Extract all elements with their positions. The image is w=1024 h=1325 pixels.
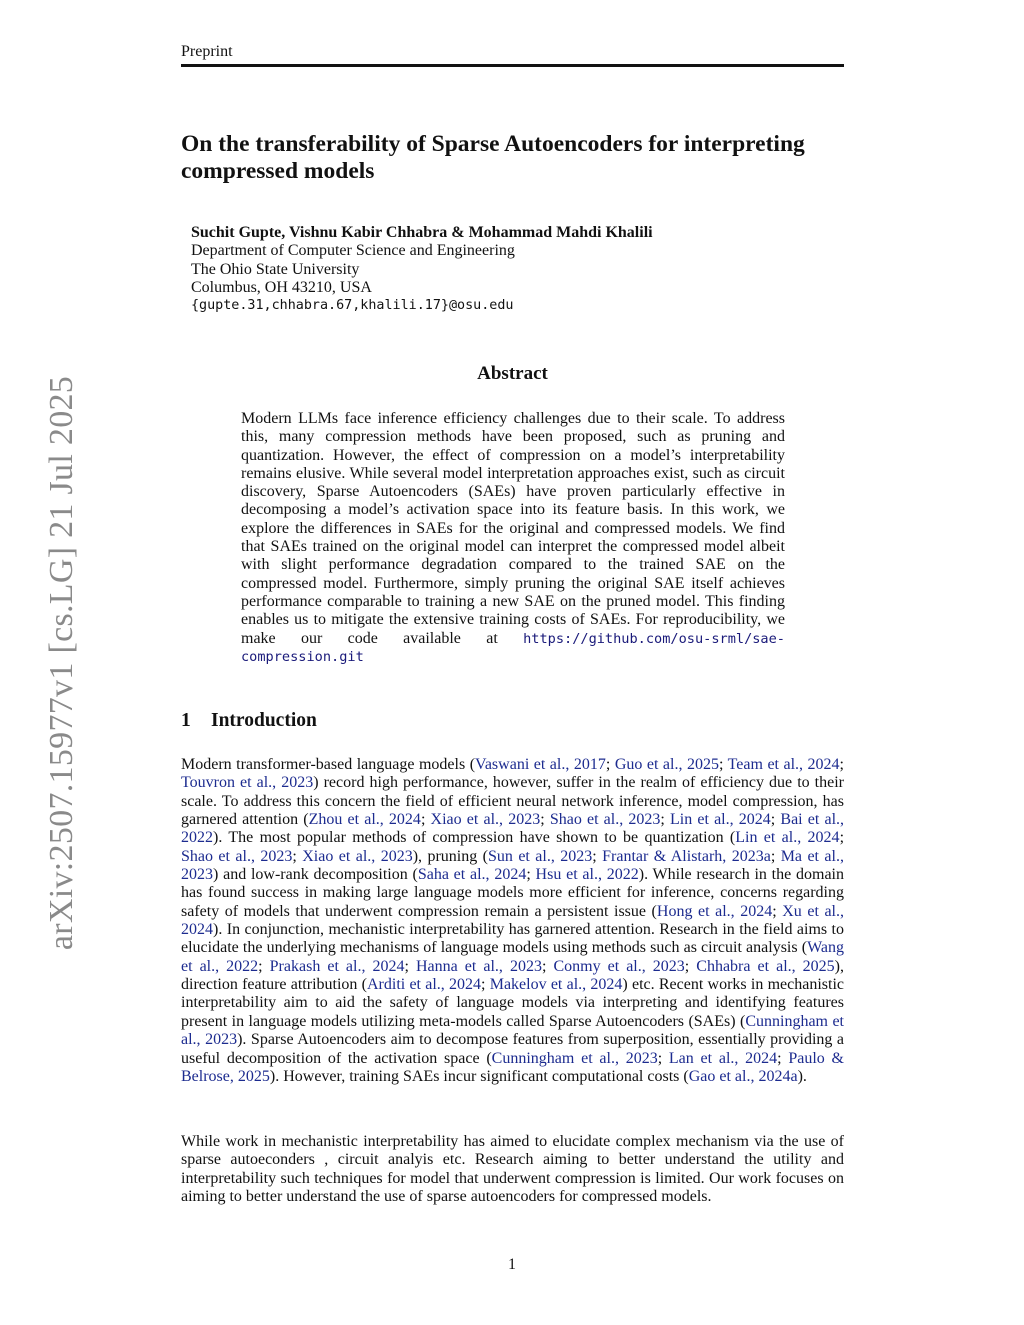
citation-link[interactable]: Wang et al., 2022 bbox=[181, 939, 844, 975]
citation-link[interactable]: Lin et al., 2024 bbox=[735, 829, 840, 847]
paragraph-text: ; bbox=[481, 976, 490, 994]
citation-link[interactable]: Shao et al., 2023 bbox=[181, 847, 293, 865]
header-rule bbox=[181, 64, 844, 67]
paragraph-text: ; bbox=[770, 811, 781, 829]
paragraph-text: ; bbox=[292, 847, 303, 865]
citation-link[interactable]: Lan et al., 2024 bbox=[668, 1049, 778, 1067]
paragraph-text: ) and low-rank decomposition ( bbox=[213, 866, 418, 884]
paragraph-text: ). However, training SAEs incur significant computational costs ( bbox=[269, 1067, 689, 1085]
citation-link[interactable]: Sun et al., 2023 bbox=[488, 847, 593, 865]
paragraph-text: ; bbox=[540, 811, 550, 829]
citation-link[interactable]: Chhabra et al., 2025 bbox=[696, 957, 835, 975]
paragraph-text: ; bbox=[420, 811, 431, 829]
paragraph-text: ; bbox=[770, 847, 781, 865]
paragraph-text: ), pruning ( bbox=[412, 847, 488, 865]
citation-link[interactable]: Bai et al., 2022 bbox=[181, 811, 845, 847]
abstract-heading: Abstract bbox=[477, 363, 548, 384]
citation-link[interactable]: Touvron et al., 2023 bbox=[181, 774, 314, 792]
citation-link[interactable]: Cunningham et al., 2023 bbox=[181, 1012, 844, 1049]
citation-link[interactable]: Arditi et al., 2024 bbox=[366, 976, 482, 994]
paper-title: On the transferability of Sparse Autoencoders for interpreting compressed models bbox=[181, 131, 805, 184]
paragraph-text: ) etc. Recent works in mechanistic interpretability aim to aid the safety of language models via interpreting and identifying features present in language models utilizing meta-models called Sparse Autoencoders (SAEs) ( bbox=[181, 976, 844, 1030]
running-header: Preprint bbox=[181, 43, 233, 60]
citation-link[interactable]: Hong et al., 2024 bbox=[656, 902, 773, 920]
paragraph-text: ; bbox=[258, 957, 270, 975]
citation-link[interactable]: Vaswani et al., 2017 bbox=[475, 756, 606, 773]
paragraph-text: ; bbox=[718, 756, 728, 773]
paragraph-text: ; bbox=[772, 902, 783, 920]
citation-link[interactable]: Cunningham et al., 2023 bbox=[491, 1049, 658, 1067]
author-department: Department of Computer Science and Engineering bbox=[191, 242, 515, 260]
author-block bbox=[191, 224, 831, 315]
citation-link[interactable]: Prakash et al., 2024 bbox=[269, 957, 405, 975]
citation-link[interactable]: Shao et al., 2023 bbox=[549, 811, 661, 829]
paragraph-text: ). While research in the domain has found success in making large language models more efficient for inference, concerns regarding safety of models that underwent compression remain a persistent issue ( bbox=[181, 866, 844, 920]
author-location: Columbus, OH 43210, USA bbox=[191, 278, 372, 296]
paragraph-text: ). bbox=[797, 1067, 807, 1085]
paragraph-text: ; bbox=[526, 866, 536, 884]
intro-paragraph-1 bbox=[181, 756, 844, 1086]
citation-link[interactable]: Zhou et al., 2024 bbox=[308, 811, 421, 829]
citation-link[interactable]: Paulo & Belrose, 2025 bbox=[181, 1049, 844, 1085]
section-title: Introduction bbox=[211, 710, 317, 731]
paragraph-text: ; bbox=[605, 756, 615, 773]
paragraph-text: ; bbox=[839, 829, 845, 847]
paragraph-text: ) record high performance, however, suffer in the realm of efficiency due to their scale. To address this concern the field of efficient neural network inference, model compression, has garnered attention ( bbox=[181, 774, 845, 829]
citation-link[interactable]: Hsu et al., 2022 bbox=[535, 866, 639, 884]
paragraph-text: ). The most popular methods of compression have shown to be quantization ( bbox=[213, 829, 736, 847]
paragraph-text: ; bbox=[839, 756, 844, 773]
citation-link[interactable]: Makelov et al., 2024 bbox=[489, 976, 623, 994]
arxiv-stamp bbox=[42, 375, 82, 951]
section-heading bbox=[181, 710, 317, 732]
author-university: The Ohio State University bbox=[191, 260, 360, 278]
citation-link[interactable]: Ma et al., 2023 bbox=[181, 847, 844, 884]
paragraph-text: Modern transformer-based language models ( bbox=[181, 756, 476, 773]
citation-link[interactable]: Lin et al., 2024 bbox=[670, 811, 771, 829]
page-number: 1 bbox=[508, 1256, 516, 1273]
citation-link[interactable]: Hanna et al., 2023 bbox=[416, 957, 542, 975]
paragraph-text: ; bbox=[684, 957, 697, 975]
citation-link[interactable]: Xiao et al., 2023 bbox=[430, 811, 541, 829]
paragraph-text: ; bbox=[657, 1049, 669, 1067]
author-email: {gupte.31,chhabra.67,khalili.17}@osu.edu bbox=[191, 298, 514, 314]
citation-link[interactable]: Conmy et al., 2023 bbox=[553, 957, 685, 975]
paragraph-text: ). Sparse Autoencoders aim to decompose features from superposition, essentially providing a useful decomposition of the activation space ( bbox=[181, 1031, 845, 1067]
paragraph-text: ; bbox=[777, 1049, 789, 1067]
arxiv-identifier: arXiv:2507.15977v1 [cs.LG] 21 Jul 2025 bbox=[43, 375, 81, 951]
citation-link[interactable]: Xiao et al., 2023 bbox=[302, 847, 413, 865]
abstract-body-text: Modern LLMs face inference efficiency challenges due to their scale. To address this, many compression methods have been proposed, such as pruning and quantization. However, the effect of compression on a model’s interpretability remains elusive. While several model interpretation approaches exist, such as circuit discovery, Sparse Autoencoders (SAEs) have proven particularly effective in decomposing a model’s activation space into its feature basis. In this work, we explore the differences in SAEs for the original and compressed models. We find that SAEs trained on the original model can interpret the compressed model albeit with slight performance degradation compared to the trained SAE on the compressed model. Furthermore, simply pruning the original SAE itself achieves performance comparable to training a new SAE on the pruned model. This finding enables us to mitigate the extensive training costs of SAEs. For reproducibility, we make our code available at bbox=[241, 410, 785, 647]
paragraph-text: ; bbox=[541, 957, 554, 975]
citation-link[interactable]: Xu et al., 2024 bbox=[181, 902, 844, 939]
author-names: Suchit Gupte, Vishnu Kabir Chhabra & Mohammad Mahdi Khalili bbox=[191, 224, 653, 241]
paragraph-text: ), direction feature attribution ( bbox=[181, 957, 844, 994]
citation-link[interactable]: Saha et al., 2024 bbox=[417, 866, 527, 884]
citation-link[interactable]: Team et al., 2024 bbox=[727, 756, 840, 773]
paragraph-text: ; bbox=[404, 957, 416, 975]
citation-link[interactable]: Gao et al., 2024a bbox=[688, 1067, 798, 1085]
code-link[interactable]: https://github.com/osu-srml/sae-compression.git bbox=[241, 630, 785, 665]
citation-link[interactable]: Frantar & Alistarh, 2023a bbox=[602, 847, 771, 865]
intro-paragraph-2: While work in mechanistic interpretability has aimed to elucidate complex mechanism via the use of sparse autoeconders , circuit analyis etc. Research aiming to better understand the utility and interpretability such techniques for model that underwent compression is limited. Our work focuses on aiming to better understand the use of sparse autoencoders for compressed models. bbox=[181, 1133, 844, 1206]
abstract-text bbox=[241, 410, 785, 666]
section-number: 1 bbox=[181, 710, 191, 731]
citation-link[interactable]: Guo et al., 2025 bbox=[614, 756, 719, 773]
paragraph-text: ; bbox=[592, 847, 603, 865]
paragraph-text: ; bbox=[660, 811, 670, 829]
paragraph-text: ). In conjunction, mechanistic interpretability has garnered attention. Research in the field aims to elucidate the underlying mechanisms of language models using methods such as circuit analysis ( bbox=[181, 921, 844, 957]
